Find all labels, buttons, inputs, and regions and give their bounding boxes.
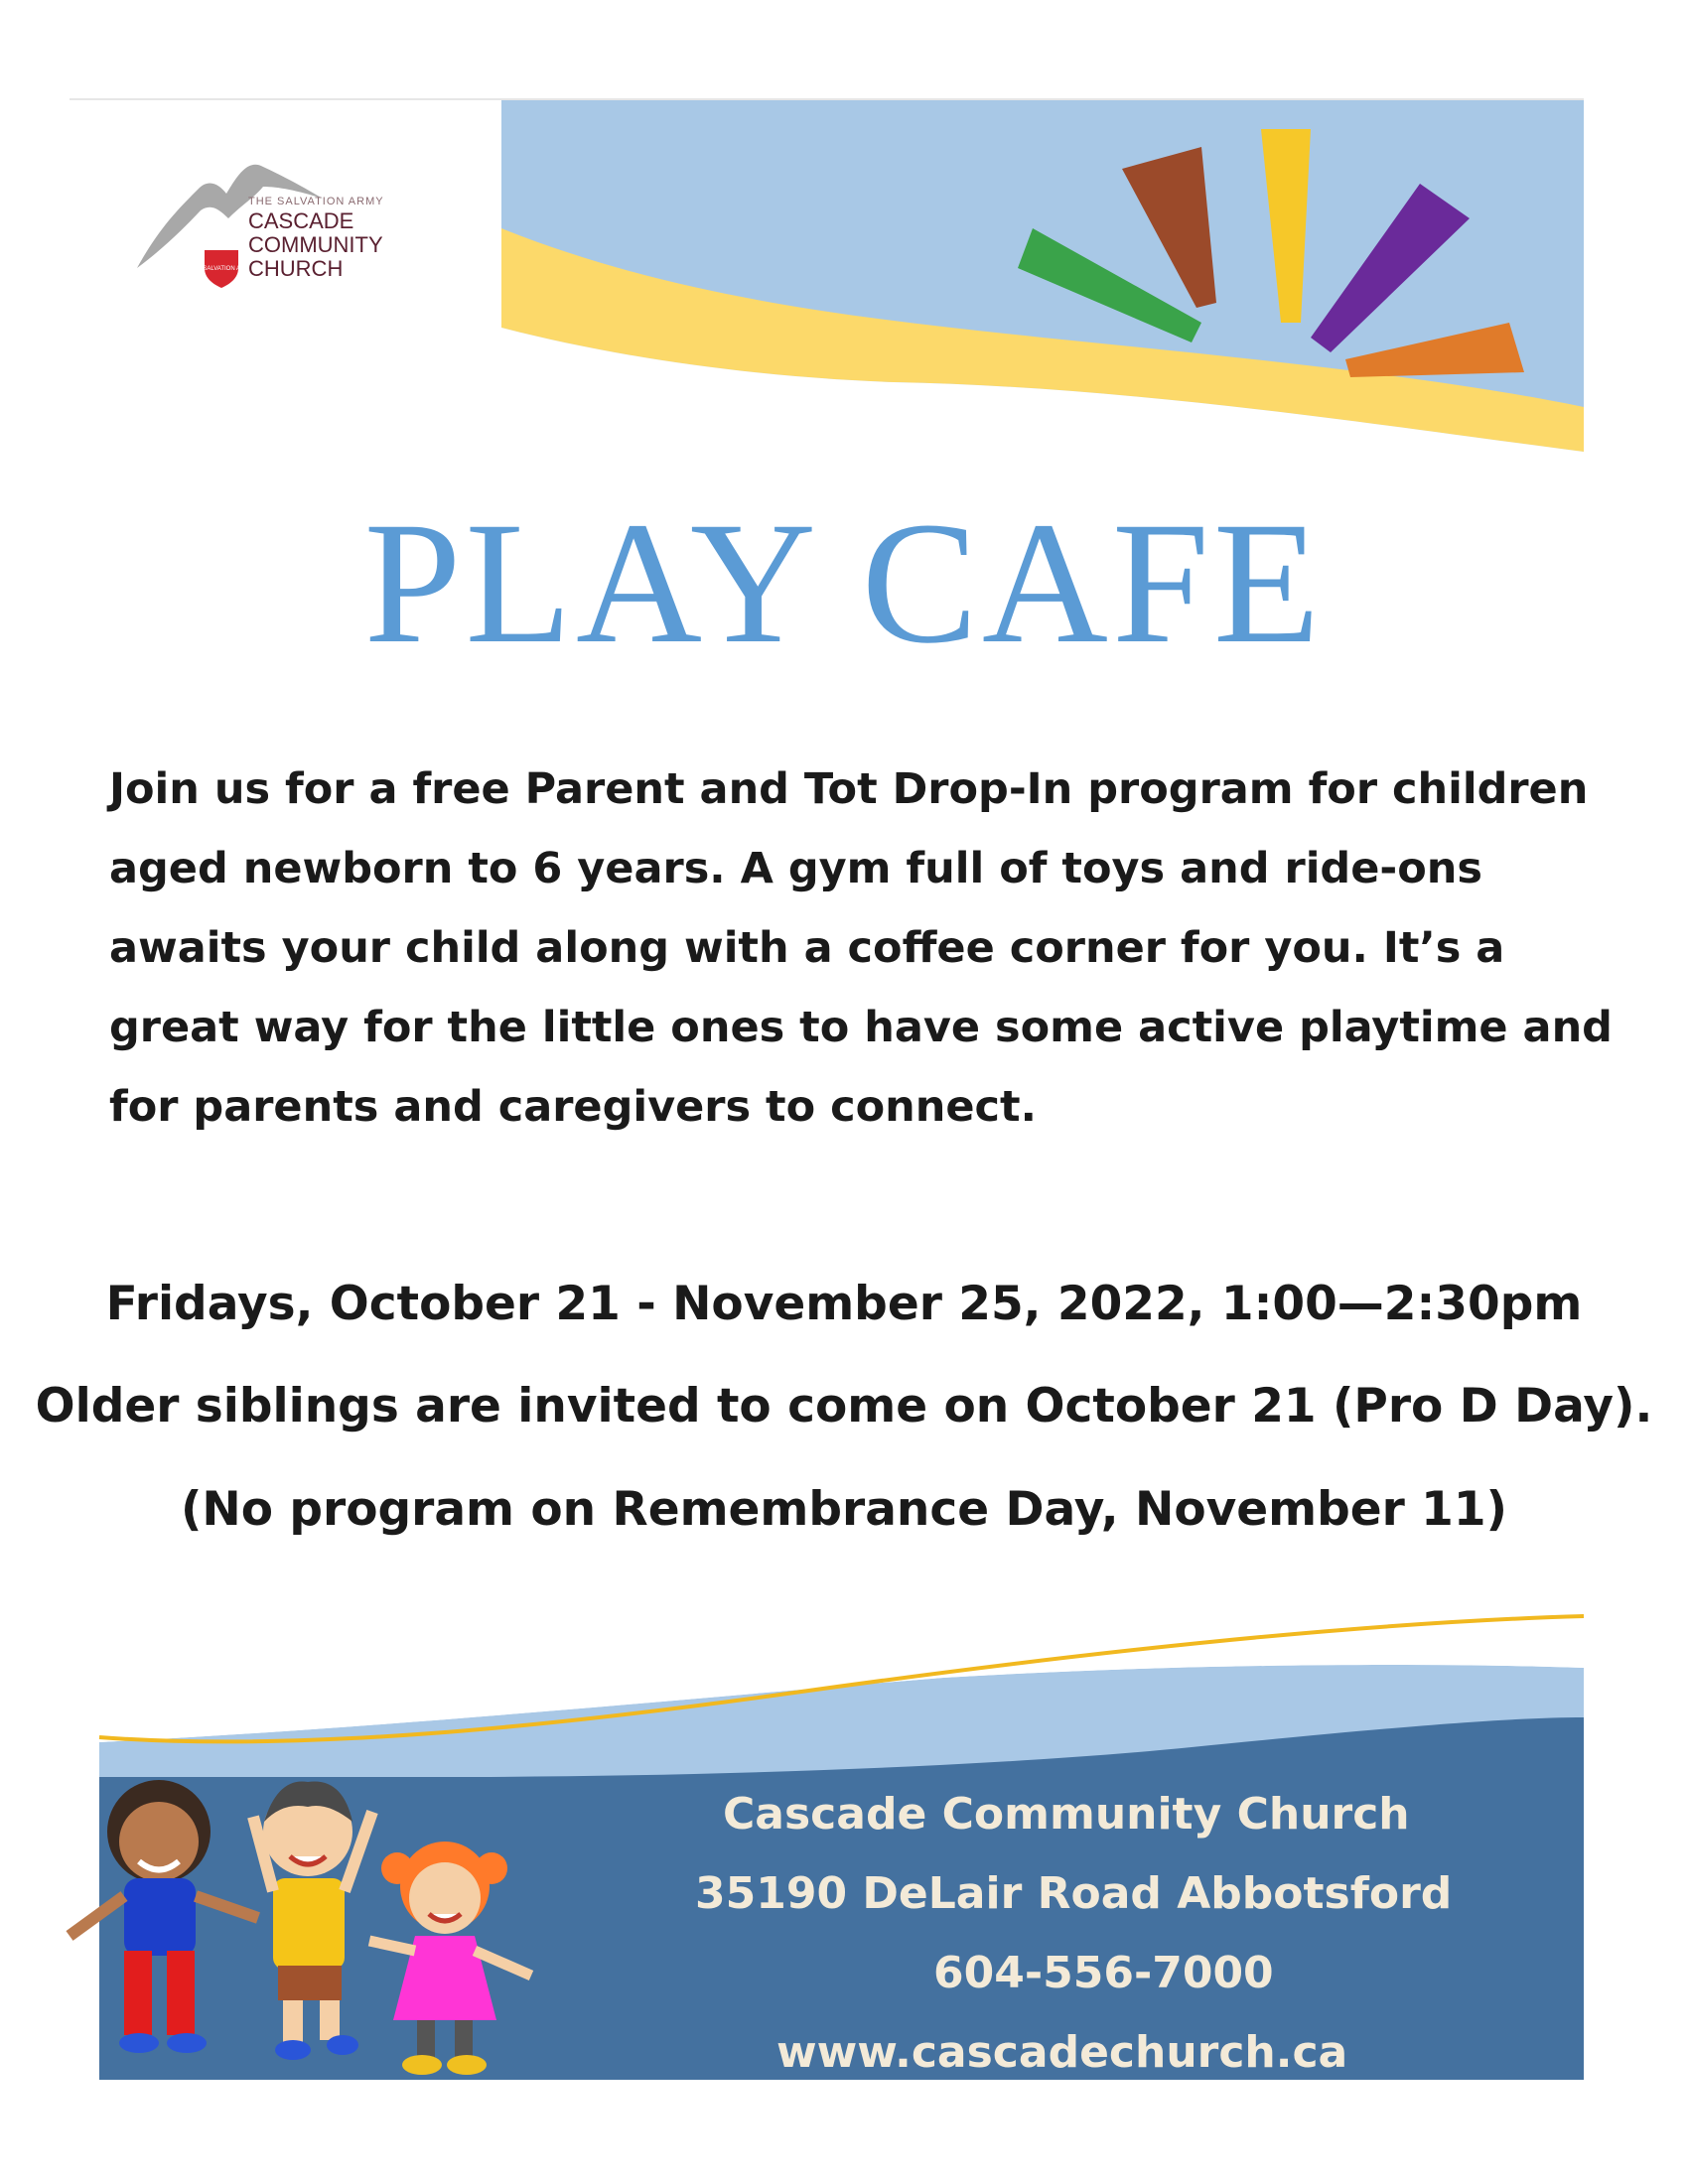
- footer-phone: 604-556-7000: [933, 1948, 1274, 1998]
- logo-line-1: CASCADE: [248, 208, 354, 233]
- no-program-note: (No program on Remembrance Day, November 11): [180, 1482, 1508, 1537]
- shield-text: THE SALVATION ARMY: [189, 266, 254, 272]
- footer-website-link[interactable]: www.cascadechurch.ca: [776, 2027, 1348, 2078]
- logo-tagline: THE SALVATION ARMY: [248, 196, 384, 207]
- description-paragraph: Join us for a free Parent and Tot Drop-In program for children aged newborn to 6 years. A gym full of toys and ride-ons awaits your child along with a coffee corner for you. It’s a great way for the little ones to have some active playtime and for parents and caregivers to connect.: [109, 764, 1613, 1132]
- logo-line-2: COMMUNITY: [248, 232, 383, 257]
- logo-line-3: CHURCH: [248, 256, 344, 281]
- footer-address: 35190 DeLair Road Abbotsford: [695, 1868, 1453, 1919]
- church-logo: [129, 149, 457, 298]
- schedule-dates: Fridays, October 21 - November 25, 2022, 1:00—2:30pm: [105, 1277, 1583, 1331]
- page-title: PLAY CAFE: [363, 486, 1325, 680]
- footer-church-name: Cascade Community Church: [723, 1789, 1410, 1840]
- salvation-army-shield-icon: [189, 244, 254, 290]
- siblings-note: Older siblings are invited to come on October 21 (Pro D Day).: [35, 1379, 1653, 1433]
